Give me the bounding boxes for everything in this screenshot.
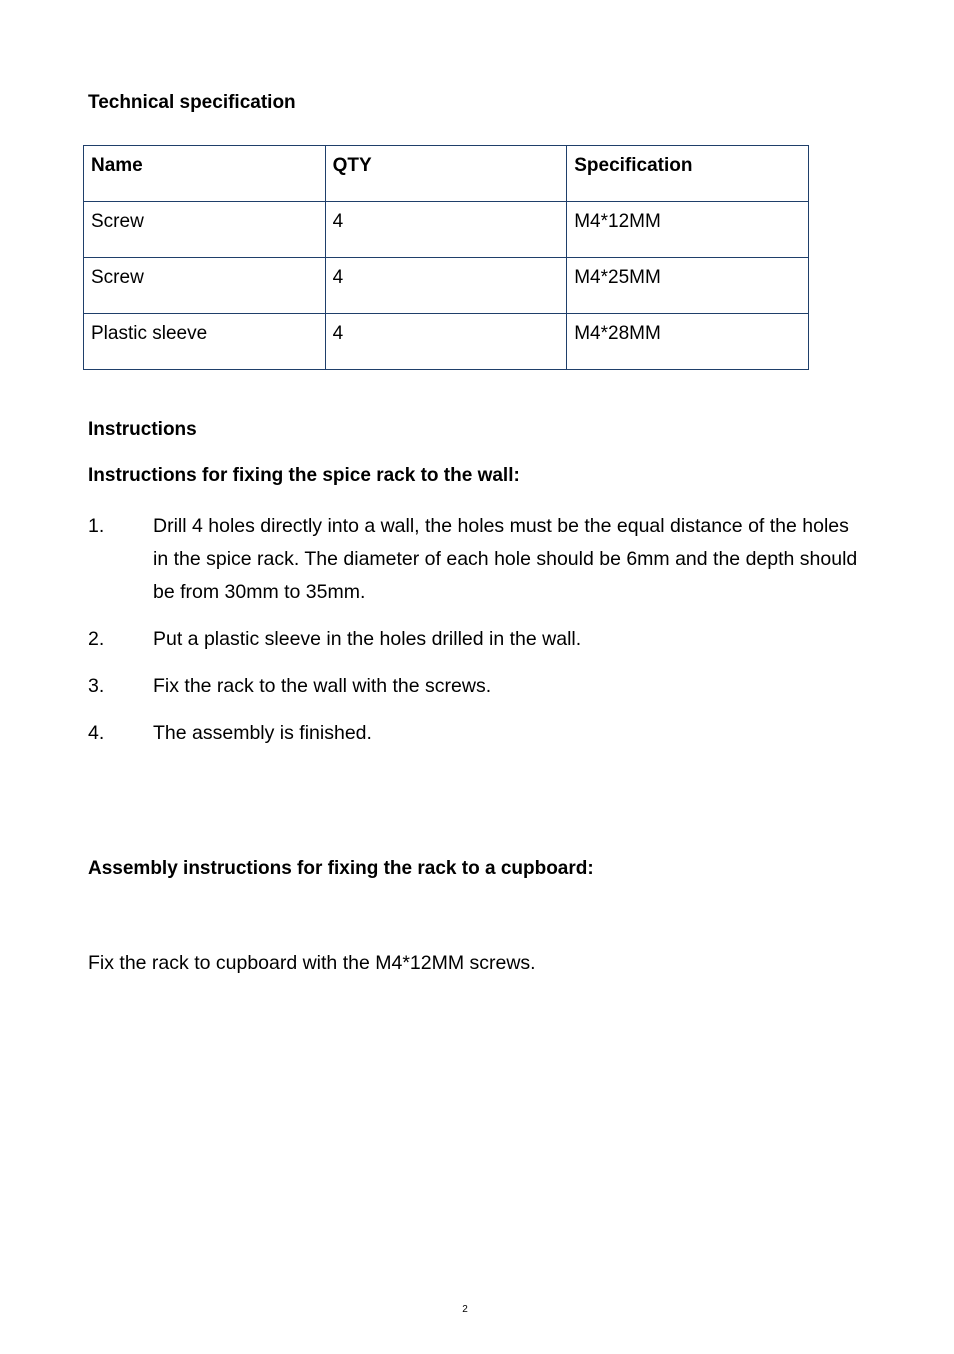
cell-name: Plastic sleeve bbox=[84, 314, 326, 370]
column-header-name: Name bbox=[84, 146, 326, 202]
column-header-specification: Specification bbox=[567, 146, 809, 202]
list-item bbox=[88, 717, 868, 750]
technical-spec-heading: Technical specification bbox=[88, 92, 296, 113]
step-text: Fix the rack to the wall with the screws. bbox=[153, 675, 492, 697]
list-item bbox=[88, 510, 868, 609]
list-item bbox=[88, 623, 868, 656]
table-row bbox=[84, 314, 809, 370]
step-text: Drill 4 holes directly into a wall, the holes must be the equal distance of the holes in the spice rack. The diameter of each hole should be 6mm and the depth should be from 30mm to 35mm. bbox=[153, 515, 858, 603]
table-header-row bbox=[84, 146, 809, 202]
wall-steps-list bbox=[88, 510, 868, 764]
cell-qty: 4 bbox=[325, 314, 567, 370]
cell-name: Screw bbox=[84, 258, 326, 314]
step-number: 2. bbox=[88, 628, 105, 650]
cell-specification: M4*28MM bbox=[567, 314, 809, 370]
list-item bbox=[88, 670, 868, 703]
cell-qty: 4 bbox=[325, 202, 567, 258]
step-text: Put a plastic sleeve in the holes drilled in the wall. bbox=[153, 628, 582, 650]
step-number: 4. bbox=[88, 722, 105, 744]
cupboard-instructions-heading: Assembly instructions for fixing the rack to a cupboard: bbox=[88, 858, 594, 879]
step-number: 3. bbox=[88, 675, 105, 697]
cell-name: Screw bbox=[84, 202, 326, 258]
table-row bbox=[84, 258, 809, 314]
cell-qty: 4 bbox=[325, 258, 567, 314]
page-number: 2 bbox=[462, 1304, 468, 1315]
table-row bbox=[84, 202, 809, 258]
instructions-heading: Instructions bbox=[88, 419, 197, 440]
step-number: 1. bbox=[88, 515, 105, 537]
cupboard-instruction-text: Fix the rack to cupboard with the M4*12MM screws. bbox=[88, 952, 536, 974]
wall-instructions-heading: Instructions for fixing the spice rack to the wall: bbox=[88, 465, 520, 486]
spec-table bbox=[83, 145, 809, 370]
step-text: The assembly is finished. bbox=[153, 722, 372, 744]
cell-specification: M4*25MM bbox=[567, 258, 809, 314]
column-header-qty: QTY bbox=[325, 146, 567, 202]
cell-specification: M4*12MM bbox=[567, 202, 809, 258]
